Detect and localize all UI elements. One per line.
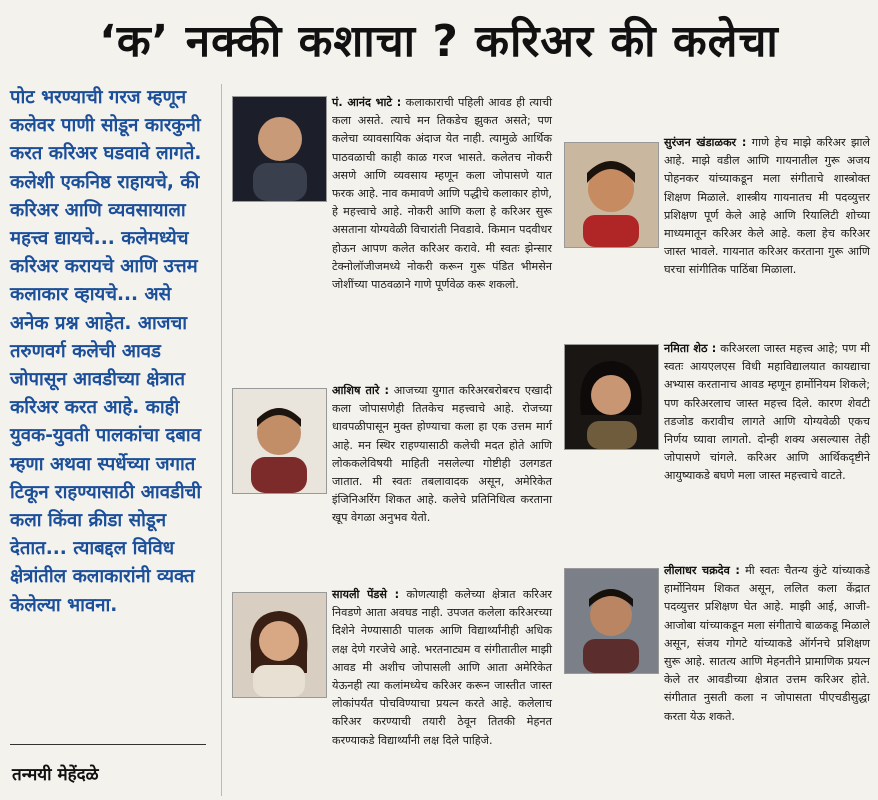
intro-text: पोट भरण्याची गरज म्हणून कलेवर पाणी सोडून कारकुनी करत करिअर घडवावे लागते. कलेशी एकनिष्ठ राहायचे, की करिअर आणि व्यवसायाला महत्त्व द्यायचे... कलेमध्येच करिअर करायचे आणि उत्तम कलाकार व्हायचे... असे अनेक प्रश्न आहेत. आजचा तरुणवर्ग कलेची आवड जोपासून आवडीच्या क्षेत्रात करिअर करत आहे. काही युवक-युवती पालकांचा दबाव म्हणा अथवा स्पर्धेच्या जगात टिकून राहण्यासाठी आवडीची कला किंवा क्रीडा सोडून देतात... त्याबद्दल विविध क्षेत्रांतील कलाकारांनी व्यक्त केलेल्या भावना.	[10, 87, 202, 616]
speaker-text: मी स्वतः चैतन्य कुंटे यांच्याकडे हार्मोनियम शिकत असून, ललित कला केंद्रात पदव्युत्तर प्रशिक्षण घेत आहे. माझी आई, आजी- आजोबा यांच्याकडून मला संगीताचे बाळकडू मिळाले असून, संजय गोगटे यांच्याकडे ऑर्गनचे प्रशिक्षण सुरू आहे. सातत्य आणि मेहनतीने प्रामाणिक प्रयत्न केले तर आवडीच्या क्षेत्रात उत्तम करिअर होते. संगीतात नुसती कला न जोपासता पीएचडीसुद्धा करता येऊ शकते.	[664, 564, 870, 723]
photo-anand-bhate	[232, 96, 327, 202]
sidebar-divider	[10, 744, 206, 745]
quote-suranjan-khandalkar	[664, 134, 870, 280]
quote-namita-sheth	[664, 340, 870, 486]
quote-liladhar-chakradev	[664, 562, 870, 726]
photo-ashish-tare	[232, 388, 327, 494]
photo-suranjan-khandalkar	[564, 142, 659, 248]
quote-sayali-pendse	[332, 586, 552, 750]
speaker-text: करिअरला जास्त महत्त्व आहे; पण मी स्वतः आयएलएस विधी महाविद्यालयात कायद्याचा अभ्यास करतानाच आवड म्हणून हार्मोनियम शिकले; पण करिअरलाच जास्त महत्त्व दिले. कारण शेवटी तडजोड करावीच लागते आणि योग्यवेळी एकच निर्णय घ्यावा लागतो. दोन्ही शक्य असल्यास तेही जोपासणे चांगले. करिअर आणि आर्थिकदृष्टीने आयुष्याकडे बघणे मला जास्त महत्त्वाचे वाटते.	[664, 342, 870, 483]
byline: तन्मयी मेहेंदळे	[12, 765, 99, 785]
speaker-text: कोणत्याही कलेच्या क्षेत्रात करिअर निवडणे आता अवघड नाही. उपजत कलेला करिअरच्या दिशेने नेण्यासाठी पालक आणि विद्यार्थ्यांनीही अधिक लक्ष देणे गरजेचे आहे. भरतनाट्यम व संगीतातील माझी आवड मी अशीच जोपासली आणि आता अमेरिकेत येऊनही त्या कलांमध्येच करिअर करून जास्तीत जास्त लोकांपर्यंत पोचविण्याचा प्रयत्न करते आहे. कलेलाच करिअर करण्याची तयारी ठेवून तितकी मेहनत करण्याकडे विद्यार्थ्यांनी लक्ष दिले पाहिजे.	[332, 588, 553, 747]
speaker-name: लीलाधर चक्रदेव :	[664, 564, 740, 577]
photo-sayali-pendse	[232, 592, 327, 698]
quote-anand-bhate	[332, 94, 552, 294]
speaker-name: पं. आनंद भाटे :	[332, 96, 402, 109]
quote-ashish-tare	[332, 382, 552, 528]
speaker-text: गाणे हेच माझे करिअर झाले आहे. माझे वडील आणि गायनातील गुरू अजय पोहनकर यांच्याकडून मला संगीताचे शास्त्रोक्त शिक्षण मिळाले. शास्त्रीय गायनातच मी पदव्युत्तर प्रशिक्षण पूर्ण केले आहे आणि रियालिटी शोच्या माध्यमातून करिअर केले आहे. कला हेच करिअर जास्त भावले. गायनात करिअर करताना गुरू आणि घरचा सांगीतिक पाठिंबा मिळाला.	[664, 136, 870, 277]
speaker-name: नमिता शेठ :	[664, 342, 717, 355]
photo-namita-sheth	[564, 344, 659, 450]
speaker-name: सायली पेंडसे :	[332, 588, 400, 601]
speaker-text: आजच्या युगात करिअरबरोबरच एखादी कला जोपासणेही तितकेच महत्त्वाचे आहे. रोजच्या धावपळीपासून मुक्त होण्याचा कला हा एक उत्तम मार्ग आहे. मन स्थिर राहण्यासाठी कलेची मदत होते आणि लोककलेविषयी माहिती नसलेल्या गोष्टीही उलगडत जातात. मी स्वतः तबलावादक असून, अमेरिकेत इंजिनिअरिंग शिकत आहे. कलेचे प्रतिनिधित्व करताना खूप वेगळा अनुभव येतो.	[332, 384, 552, 525]
speaker-text: कलाकाराची पहिली आवड ही त्याची कला असते. त्याचे मन तिकडेच झुकत असते; पण कलेचा व्यावसायिक अंदाज येत नाही. त्यामुळे आर्थिक पाठवळाची काही काळ गरज भासते. कलेतच नोकरी असणे आणि व्यवसाय म्हणून कला जोपासणे यात फरक आहे. नाव कमावणे आणि पद्धीचे कलाकार होणे, हे महत्त्वाचे आहे. नोकरी आणि कला हे करिअर सुरू असताना योग्यवेळी विचारांती निवडावे. किमान पदवीधर होऊन आपण कलेत करिअर करावे. मी स्वतः झेन्सार टेक्नोलॉजीजमध्ये नोकरी करून गुरू पंडित भीमसेन जोशींच्या पाठवळाने गाणे पूर्णवेळ करू शकलो.	[332, 96, 552, 292]
speaker-name: सुरंजन खंडाळकर :	[664, 136, 747, 149]
page-headline: ‘क’ नक्की कशाचा ? करिअर की कलेचा	[99, 16, 779, 67]
speaker-name: आशिष तारे :	[332, 384, 389, 397]
column-divider	[221, 84, 222, 796]
photo-liladhar-chakradev	[564, 568, 659, 674]
